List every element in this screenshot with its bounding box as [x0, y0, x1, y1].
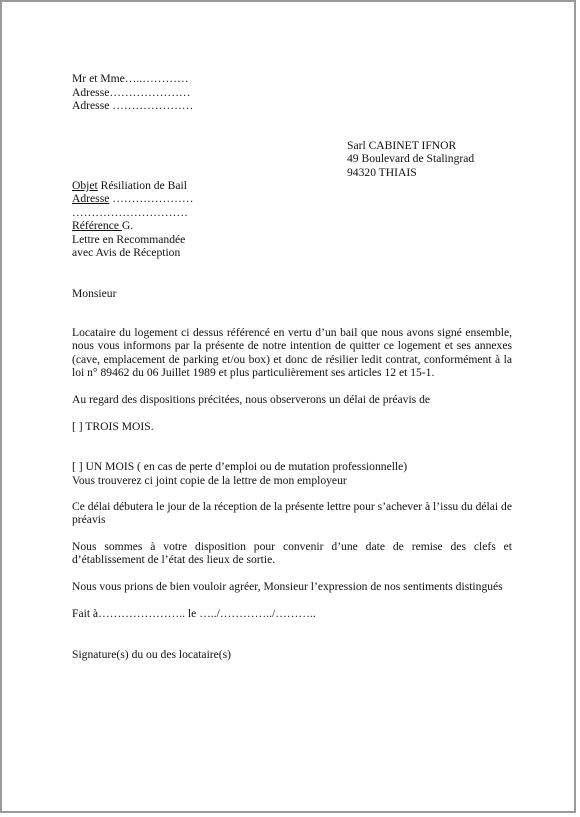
sender-name-line: Mr et Mme…..………… [72, 72, 189, 85]
salutation: Monsieur [72, 287, 117, 300]
option-one-month: [ ] UN MOIS ( en cas de perte d’emploi ou de mutation professionnelle) [72, 460, 408, 473]
mode-line-2: avec Avis de Réception [72, 246, 181, 259]
option-one-month-note: Vous trouverez ci joint copie de la lettre de mon employeur [72, 474, 347, 487]
body-paragraph-4: Nous sommes à votre disposition pour convenir d’une date de remise des clefs et d’établissement de l’état des lieux de sortie. [72, 540, 512, 567]
signature-line: Signature(s) du ou des locataire(s) [72, 648, 232, 661]
place-date-line: Fait à………………….. le …../…………../……….. [72, 607, 316, 620]
objet-line [72, 179, 187, 192]
objet-label: Objet [72, 179, 98, 192]
adresse-value: ………………… [109, 192, 194, 205]
reference-value: G. [121, 219, 134, 232]
adresse-label: Adresse [72, 192, 110, 205]
adresse-continuation: ………………………… [72, 206, 188, 219]
adresse-line [72, 192, 193, 205]
reference-line [72, 219, 133, 232]
recipient-city: 94320 THIAIS [347, 166, 417, 179]
recipient-street: 49 Boulevard de Stalingrad [347, 152, 475, 165]
body-paragraph-5: Nous vous prions de bien vouloir agréer, Monsieur l’expression de nos sentiments distingués [72, 580, 503, 593]
objet-value: Résiliation de Bail [97, 179, 187, 192]
sender-address-line-2: Adresse ………………… [72, 99, 194, 112]
reference-label: Référence [72, 219, 122, 232]
sender-address-line-1: Adresse………………… [72, 86, 191, 99]
body-paragraph-3: Ce délai débutera le jour de la réception de la présente lettre pour s’achever à l’issu du délai de préavis [72, 500, 512, 527]
recipient-company: Sarl CABINET IFNOR [347, 139, 457, 152]
mode-line-1: Lettre en Recommandée [72, 233, 186, 246]
body-paragraph-1: Locataire du logement ci dessus référencé en vertu d’un bail que nous avons signé ensemble, nous vous informons par la présente de notre intention de quitter ce logement et ses annexes (cave, emplacement de parking et/ou box) et donc de résilier ledit contrat, conformément à la loi n° 89462 du 06 Juillet 1989 et plus particulièrement ses articles 12 et 15-1. [72, 326, 512, 380]
body-paragraph-2: Au regard des dispositions précitées, nous observerons un délai de préavis de [72, 393, 431, 406]
option-three-months: [ ] TROIS MOIS. [72, 420, 154, 433]
